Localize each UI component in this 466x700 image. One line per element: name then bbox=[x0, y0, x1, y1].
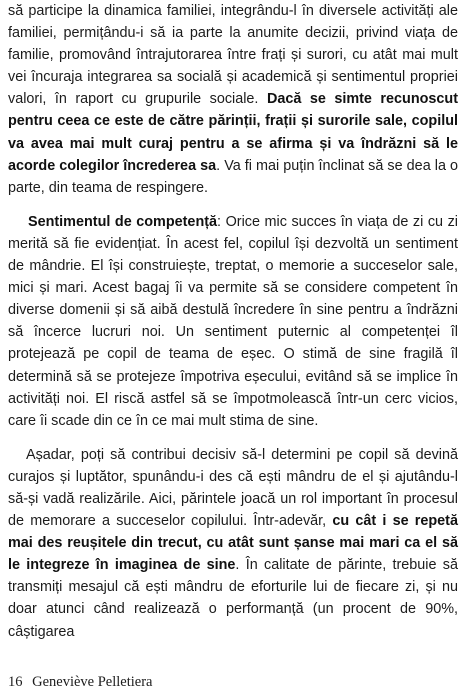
page-footer bbox=[8, 674, 153, 691]
paragraph-pride bbox=[8, 444, 458, 643]
text-run: : Orice mic succes în viața de zi cu zi merită să fie evidențiat. În acest fel, copilul își dezvoltă un sentiment de mândrie. El își construiește, treptat, o memorie a succeselor sale, mici și mari. Acest bagaj îi va permite să se considere competent în diverse domenii și să aibă destulă încredere în sine pentru a îndrăzni să încerce lucruri noi. Un sentiment puternic al competenței îl protejează pe copil de teama de eșec. O stimă de sine fragilă îl determină să se protejeze împotriva eșecului, evitând să se implice în activități noi. El riscă astfel să se împotmolească într-un cerc vicios, care îi scade din ce în ce mai mult stima de sine. bbox=[8, 213, 458, 429]
text-run: . Va fi mai puțin înclinat să se dea la o parte, din teama de respingere. bbox=[8, 157, 459, 196]
bold-text-run: Sentimentul de competență bbox=[28, 213, 218, 230]
book-page bbox=[8, 0, 458, 700]
text-run: să participe la dinamica familiei, integrându-l în diversele activități ale familiei, permițându-i să ia parte la anumite decizii, privind viața de familie, promovând întrajutorarea între frați și surori, cu atât mai mult vei încuraja integrarea sa socială și academică și sentimentul propriei valori, în raport cu grupurile sociale. bbox=[8, 3, 458, 108]
paragraph-family-integration bbox=[8, 0, 458, 199]
text-run: . În calitate de părinte, trebuie să transmiți mesajul că ești mândru de eforturile lui de fiecare zi, și nu doar atunci când realizează o performanță (un procent de 90%, câștigarea bbox=[8, 557, 458, 640]
text-run: Așadar, poți să contribui decisiv să-l determini pe copil să devină curajos și luptător, spunându-i des că ești mândru de el și ajutându-l să-și vadă realizările. Aici, părintele joacă un rol important în procesul de memorare a succeselor copilului. Într-adevăr, bbox=[8, 446, 458, 530]
author-name: Geneviève Pelletiera bbox=[32, 674, 153, 690]
bold-text-run: cu cât i se repetă mai des reușitele din trecut, cu atât sunt șanse mai mari ca el să le integreze în imaginea de sine bbox=[8, 513, 458, 574]
bold-text-run: Dacă se simte recunoscut pentru ceea ce este de către părinții, frații și surorile sale, copilul va avea mai mult curaj pentru a se afirma și va îndrăzni să le acorde colegilor încrederea sa bbox=[8, 91, 458, 174]
page-body bbox=[8, 0, 458, 643]
page-number: 16 bbox=[8, 674, 23, 690]
paragraph-competence bbox=[8, 211, 458, 432]
